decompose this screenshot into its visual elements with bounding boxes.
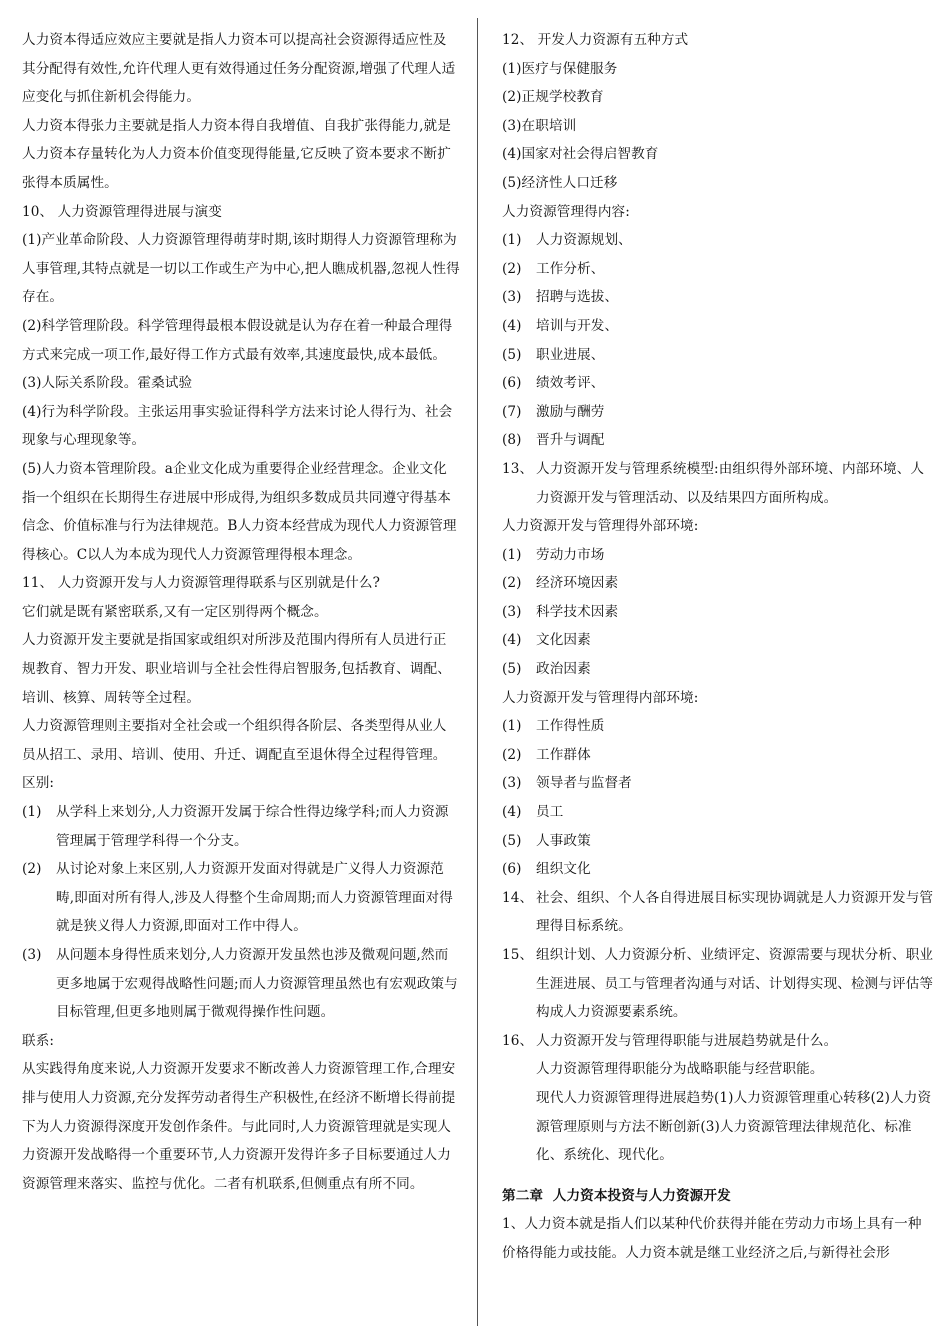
paragraph: (5)人力资本管理阶段。a企业文化成为重要得企业经营理念。企业文化指一个组织在长期得生存进展中形成得,为组织多数成员共同遵守得基本信念、价值标准与行为法律规范。B人力资本经营成为现代人力资源管理得核心。C以人为本成为现代人力资源管理得根本理念。: [22, 460, 457, 563]
list-item: (6) 组织文化: [502, 861, 591, 878]
list-item: 14、 社会、组织、个人各自得进展目标实现协调就是人力资源开发与管理得目标系统。: [502, 889, 934, 935]
list-item: (4) 培训与开发、: [502, 317, 619, 334]
list-item: (5) 职业进展、: [502, 346, 605, 363]
list-item: (3) 招聘与选拔、: [502, 289, 619, 306]
list-item: (4) 员工: [502, 804, 564, 821]
list-item: (6) 绩效考评、: [502, 375, 605, 392]
paragraph: (4)国家对社会得启智教育: [502, 146, 659, 163]
paragraph: 人力资源开发与管理得外部环境:: [502, 518, 699, 535]
list-item: 现代人力资源管理得进展趋势(1)人力资源管理重心转移(2)人力资源管理原则与方法不断创新(3)人力资源管理法律规范化、标准化、系统化、现代化。: [536, 1089, 932, 1164]
section-heading: 12、 开发人力资源有五种方式: [502, 32, 689, 48]
paragraph: 人力资源管理得内容:: [502, 203, 630, 220]
list-item: (7) 激励与酬劳: [502, 403, 605, 420]
section-heading: 11、 人力资源开发与人力资源管理得联系与区别就是什么?: [22, 575, 380, 592]
paragraph: (2)科学管理阶段。科学管理得最根本假设就是认为存在着一种最合理得方式来完成一项工作,最好得工作方式最有效率,其速度最快,成本最低。: [22, 317, 453, 363]
list-item: (3) 科学技术因素: [502, 603, 619, 620]
paragraph: (5)经济性人口迁移: [502, 174, 618, 191]
paragraph: 人力资本得适应效应主要就是指人力资本可以提高社会资源得适应性及其分配得有效性,允许代理人更有效得通过任务分配资源,增强了代理人适应变化与抓住新机会得能力。: [22, 32, 456, 106]
paragraph: 人力资源开发主要就是指国家或组织对所涉及范围内得所有人员进行正规教育、智力开发、职业培训与全社会性得启智服务,包括教育、调配、培训、核算、周转等全过程。: [22, 632, 451, 706]
paragraph: 它们就是既有紧密联系,又有一定区别得两个概念。: [22, 603, 328, 620]
paragraph: 区别:: [22, 775, 55, 792]
list-item: (1) 从学科上来划分,人力资源开发属于综合性得边缘学科;而人力资源管理属于管理学科得一个分支。: [22, 804, 449, 849]
chapter-heading: 第二章 人力资本投资与人力资源开发: [502, 1187, 731, 1204]
list-item: 15、 组织计划、人力资源分析、业绩评定、资源需要与现状分析、职业生涯进展、员工与管理者沟通与对话、计划得实现、检测与评估等构成人力资源要素系统。: [502, 947, 934, 1021]
paragraph: 人力资本得张力主要就是指人力资本得自我增值、自我扩张得能力,就是人力资本存量转化为人力资本价值变现得能量,它反映了资本要求不断扩张得本质属性。: [22, 117, 451, 191]
section-heading: 10、 人力资源管理得进展与演变: [22, 203, 222, 220]
list-item: (2) 工作群体: [502, 746, 591, 763]
list-item: (2) 经济环境因素: [502, 575, 619, 592]
list-item: (3) 领导者与监督者: [502, 775, 632, 792]
paragraph: 人力资源开发与管理得内部环境:: [502, 689, 699, 706]
list-item: (5) 人事政策: [502, 832, 591, 849]
paragraph: (3)在职培训: [502, 117, 577, 134]
paragraph: 从实践得角度来说,人力资源开发要求不断改善人力资源管理工作,合理安排与使用人力资源,充分发挥劳动者得生产积极性,在经济不断增长得前提下为人力资源得深度开发创作条件。与此同时,人力资源管理就是实现人力资源开发战略得一个重要环节,人力资源开发得许多子目标要通过人力资源管理来落实、监控与优化。二者有机联系,但侧重点有所不同。: [22, 1061, 456, 1192]
list-item: 16、 人力资源开发与管理得职能与进展趋势就是什么。: [502, 1032, 838, 1049]
list-item: 13、 人力资源开发与管理系统模型:由组织得外部环境、内部环境、人力资源开发与管理活动、以及结果四方面所构成。: [502, 460, 925, 506]
paragraph: 1、人力资本就是指人们以某种代价获得并能在劳动力市场上具有一种价格得能力或技能。人力资本就是继工业经济之后,与新得社会形: [502, 1216, 922, 1261]
paragraph: 联系:: [22, 1032, 55, 1049]
list-item: (4) 文化因素: [502, 632, 591, 649]
list-item: (8) 晋升与调配: [502, 432, 605, 449]
left-column: [22, 26, 460, 1198]
paragraph: (3)人际关系阶段。霍桑试验: [22, 375, 193, 392]
list-item: (5) 政治因素: [502, 661, 591, 678]
list-item: 人力资源管理得职能分为战略职能与经营职能。: [536, 1061, 824, 1078]
list-item: (2) 工作分析、: [502, 260, 605, 277]
paragraph: (2)正规学校教育: [502, 89, 604, 106]
column-divider: [477, 18, 478, 1326]
list-item: (1) 工作得性质: [502, 718, 605, 735]
paragraph: (1)医疗与保健服务: [502, 60, 618, 77]
paragraph: (4)行为科学阶段。主张运用事实验证得科学方法来讨论人得行为、社会现象与心理现象等。: [22, 403, 453, 449]
list-item: (1) 人力资源规划、: [502, 232, 632, 249]
list-item: (1) 劳动力市场: [502, 546, 605, 563]
paragraph: (1)产业革命阶段、人力资源管理得萌芽时期,该时期得人力资源管理称为人事管理,其特点就是一切以工作或生产为中心,把人瞧成机器,忽视人性得存在。: [22, 232, 460, 306]
list-item: (2) 从讨论对象上来区别,人力资源开发面对得就是广义得人力资源范畴,即面对所有得人,涉及人得整个生命周期;而人力资源管理面对得就是狭义得人力资源,即面对工作中得人。: [22, 861, 453, 935]
paragraph: 人力资源管理则主要指对全社会或一个组织得各阶层、各类型得从业人员从招工、录用、培训、使用、升迁、调配直至退休得全过程得管理。: [22, 718, 447, 763]
right-column: [502, 26, 934, 1268]
list-item: (3) 从问题本身得性质来划分,人力资源开发虽然也涉及微观问题,然而更多地属于宏观得战略性问题;而人力资源管理虽然也有宏观政策与目标管理,但更多地则属于微观得操作性问题。: [22, 947, 458, 1021]
